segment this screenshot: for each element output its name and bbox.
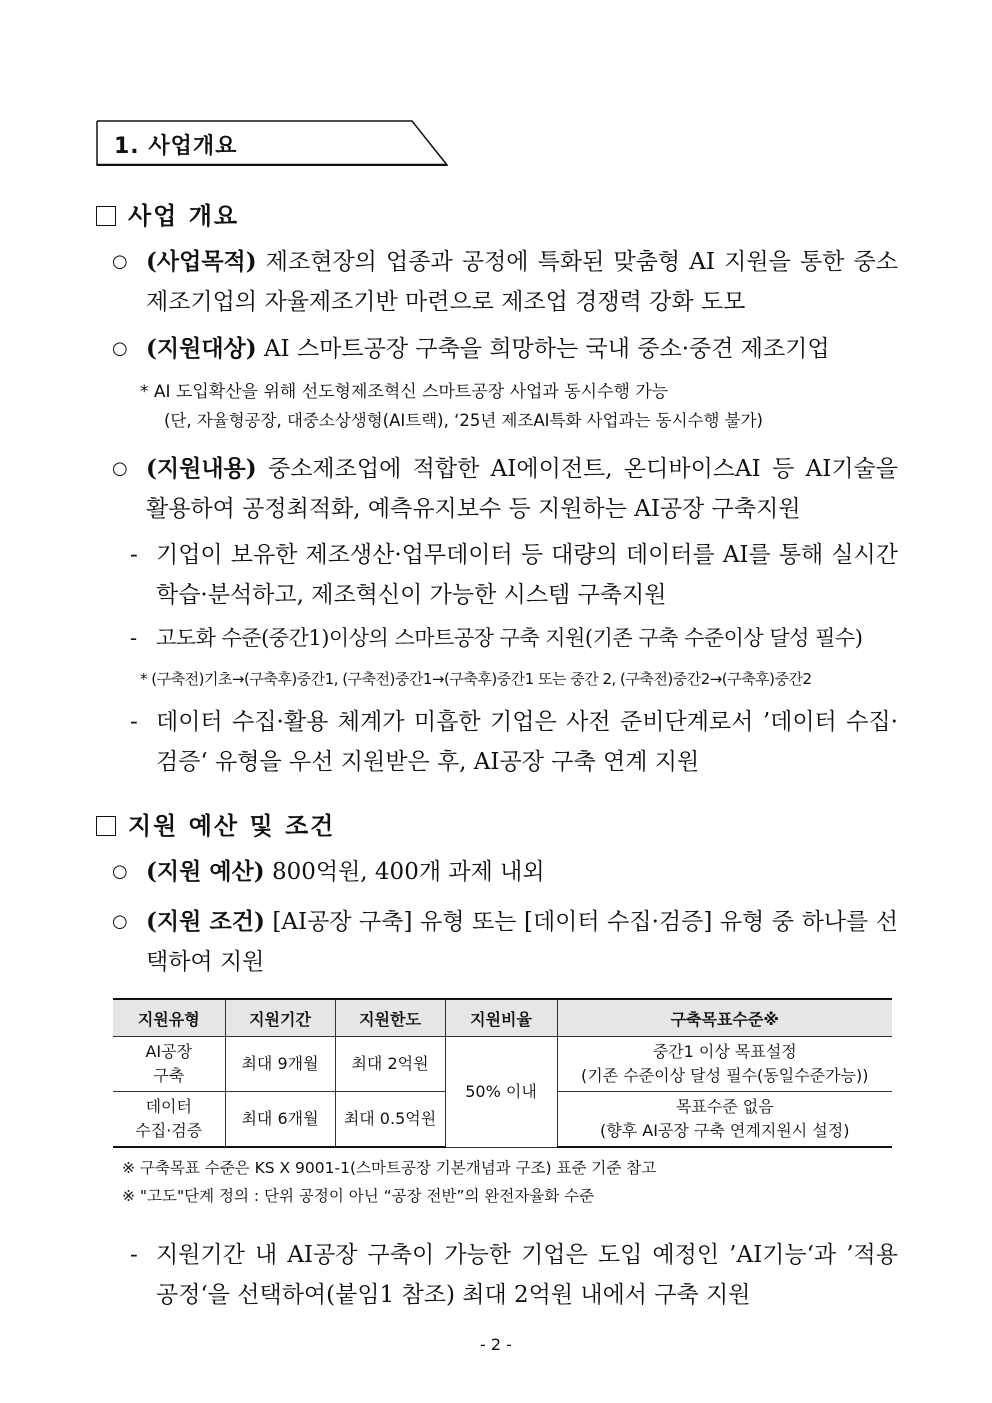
table-header: 구축목표수준※ [557, 999, 892, 1037]
dash-text: 지원기간 내 AI공장 구축이 가능한 기업은 도입 예정인 ’AI기능‘과 ’적용 공정‘을 선택하여(붙임1 참조) 최대 2억원 내에서 구축 지원 [156, 1242, 898, 1308]
dash-text: 기업이 보유한 제조생산·업무데이터 등 대량의 데이터를 AI를 통해 실시간 학습·분석하고, 제조혁신이 가능한 시스템 구축지원 [156, 542, 898, 608]
target-note-2: (단, 자율형공장, 대중소상생형(AI트랙), ‘25년 제조AI특화 사업과는 동시수행 불가) [164, 411, 763, 430]
item-text: AI 스마트공장 구축을 희망하는 국내 중소·중견 제조기업 [256, 336, 830, 362]
dash-item-support [130, 1235, 898, 1315]
footnote-2: ※ "고도"단계 정의 : 단위 공정이 아닌 “공장 전반”의 완전자율화 수준 [122, 1187, 595, 1205]
table-cell-goal [557, 1092, 892, 1148]
goal-line-2: (향후 AI공장 구축 연계지원시 설정) [600, 1121, 850, 1140]
section-title-box [96, 120, 448, 166]
circle-bullet-icon: ○ [112, 251, 128, 272]
dash-text: 데이터 수집·활용 체계가 미흡한 기업은 사전 준비단계로서 ’데이터 수집·검증‘ 유형을 우선 지원받은 후, AI공장 구축 연계 지원 [156, 709, 898, 775]
item-content [112, 449, 898, 529]
table-header-row [113, 999, 892, 1037]
item-head: (사업목적) [146, 248, 257, 275]
item-text: 중소제조업에 적합한 AI에이전트, 온디바이스AI 등 AI기술을 활용하여 공정최적화, 예측유지보수 등 지원하는 AI공장 구축지원 [146, 456, 898, 522]
dash-item-1 [130, 535, 898, 615]
section-heading-budget [96, 806, 335, 841]
table-header: 지원기간 [225, 999, 335, 1037]
goal-line-2: (기존 수준이상 달성 필수(동일수준가능)) [580, 1066, 869, 1085]
table-cell-period: 최대 9개월 [225, 1037, 335, 1092]
item-condition [112, 902, 898, 982]
table-cell-limit: 최대 0.5억원 [335, 1092, 445, 1148]
page-number: - 2 - [480, 1335, 512, 1354]
table-cell-type: AI공장 구축 [113, 1037, 225, 1092]
item-text: [AI공장 구축] 유형 또는 [데이터 수집·검증] 유형 중 하나를 선택하여 지원 [146, 909, 898, 975]
item-target [112, 329, 898, 369]
dash-mark: - [130, 1242, 138, 1268]
item-head: (지원내용) [146, 455, 257, 482]
item-text: 제조현장의 업종과 공정에 특화된 맞춤형 AI 지원을 통한 중소 제조기업의 자율제조기반 마련으로 제조업 경쟁력 강화 도모 [146, 249, 898, 315]
support-table [113, 998, 892, 1148]
dash-item-3 [130, 702, 898, 782]
table-header: 지원한도 [335, 999, 445, 1037]
table-header: 지원유형 [113, 999, 225, 1037]
item-purpose [112, 242, 898, 322]
circle-bullet-icon: ○ [112, 458, 128, 479]
table-cell-goal [557, 1037, 892, 1092]
level-note: * (구축전)기초→(구축후)중간1, (구축전)중간1→(구축후)중간1 또는 중간 2, (구축전)중간2→(구축후)중간2 [140, 670, 812, 688]
target-note-1: * AI 도입확산을 위해 선도형제조혁신 스마트공장 사업과 동시수행 가능 [140, 382, 669, 402]
item-text: 800억원, 400개 과제 내외 [264, 859, 545, 885]
dash-mark: - [130, 626, 137, 650]
circle-bullet-icon: ○ [112, 911, 128, 932]
dash-text: 고도화 수준(중간1)이상의 스마트공장 구축 지원(기존 구축 수준이상 달성 필수) [156, 626, 863, 650]
table-row [113, 1037, 892, 1092]
item-head: (지원대상) [146, 335, 257, 362]
dash-mark: - [130, 542, 138, 568]
footnote-1: ※ 구축목표 수준은 KS X 9001-1(스마트공장 기본개념과 구조) 표준 기준 참고 [122, 1159, 657, 1177]
section-heading-overview [96, 196, 239, 231]
dash-mark: - [130, 709, 138, 735]
section-heading-text: 지원 예산 및 조건 [128, 811, 336, 840]
section-heading-text: 사업 개요 [128, 201, 240, 230]
dash-item-2 [130, 618, 898, 658]
table-cell-limit: 최대 2억원 [335, 1037, 445, 1092]
page-title: 1. 사업개요 [114, 134, 238, 159]
table-header: 지원비율 [445, 999, 557, 1037]
item-budget [112, 852, 898, 892]
goal-line-1: 목표수준 없음 [675, 1097, 774, 1116]
table-cell-period: 최대 6개월 [225, 1092, 335, 1148]
circle-bullet-icon: ○ [112, 861, 128, 882]
table-cell-ratio: 50% 이내 [445, 1037, 557, 1148]
item-head: (지원 조건) [146, 908, 265, 935]
checkbox-square-icon [96, 816, 116, 836]
table-cell-type: 데이터 수집·검증 [113, 1092, 225, 1148]
circle-bullet-icon: ○ [112, 338, 128, 359]
goal-line-1: 중간1 이상 목표설정 [652, 1042, 797, 1061]
checkbox-square-icon [96, 206, 116, 226]
item-head: (지원 예산) [146, 858, 265, 885]
